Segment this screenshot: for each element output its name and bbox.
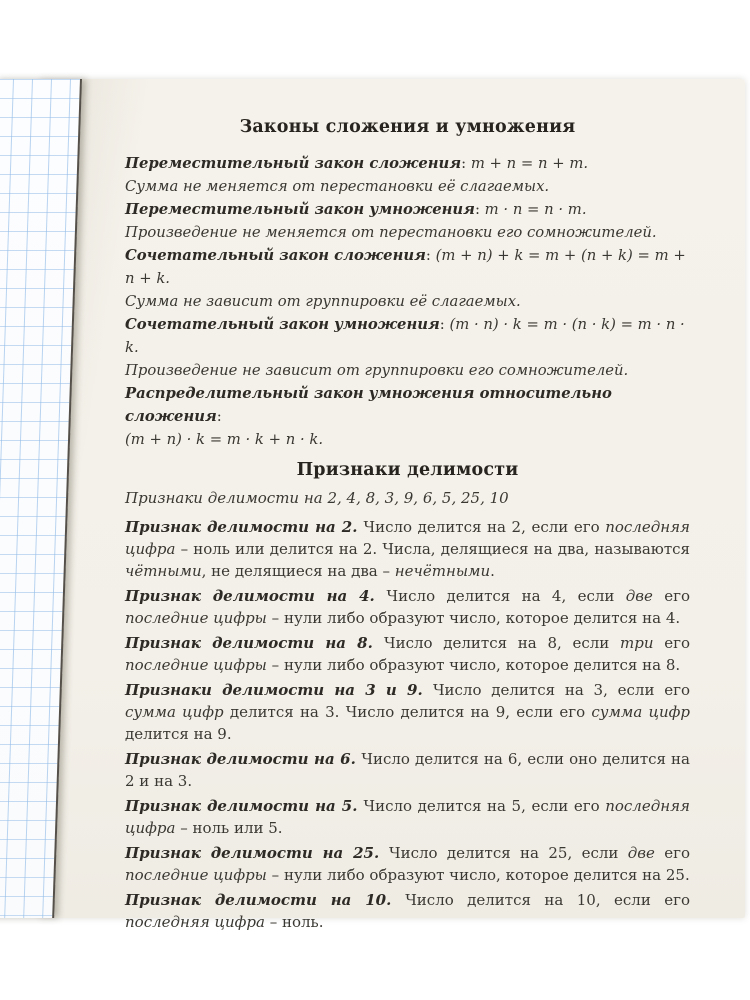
law-separator: : (439, 316, 450, 333)
photo-backdrop (0, 79, 750, 931)
text-segment: три (620, 634, 654, 652)
law-separator: : (216, 408, 222, 425)
text-segment: – нули либо образуют число, которое делится на 4. (266, 609, 681, 627)
text-segment: две (627, 844, 655, 862)
divisibility-section-title: Признаки делимости (296, 460, 519, 480)
text-segment: Число делится на 8, если (384, 634, 621, 652)
rule-divisibility-3-9 (125, 679, 690, 745)
text-segment: последние цифры (125, 866, 267, 884)
law-commutative-multiplication (125, 198, 690, 244)
law-separator: : (474, 201, 485, 218)
rule-divisibility-25 (125, 842, 690, 886)
text-segment: чётными (125, 562, 202, 580)
rule-divisibility-4 (125, 585, 690, 629)
text-segment: Признак делимости на 5. (125, 797, 364, 815)
text-segment: последняя цифра (125, 797, 690, 837)
text-segment: Число делится на 3, если его (432, 681, 690, 699)
text-segment: Число делится на 4, если (386, 587, 626, 605)
text-segment: две (625, 587, 653, 605)
law-separator: : (425, 247, 436, 264)
law-note: Произведение не меняется от перестановки его сомножителей. (125, 224, 657, 241)
book-page (40, 79, 745, 931)
text-segment: Признаки делимости на 3 и 9. (125, 681, 433, 699)
text-segment: Признак делимости на 4. (125, 587, 387, 605)
rule-divisibility-10 (125, 889, 690, 933)
law-name: Переместительный закон сложения (125, 155, 462, 172)
text-segment: Признак делимости на 10. (125, 891, 406, 909)
law-distributive (125, 382, 690, 451)
law-statement (125, 152, 690, 175)
text-segment: – ноль. (264, 913, 324, 931)
law-name: Сочетательный закон сложения (125, 247, 426, 264)
law-associative-multiplication (125, 313, 690, 382)
text-segment: его (654, 844, 690, 862)
text-segment: – ноль или 5. (175, 819, 283, 837)
rule-divisibility-8 (125, 632, 690, 676)
law-formula: (m + n) + k = m + (n + k) = m + n + k. (125, 247, 686, 287)
text-segment: последние цифры (125, 656, 267, 674)
text-segment: Признак делимости на 8. (125, 634, 384, 652)
law-associative-addition (125, 244, 690, 313)
text-segment: делится на 3. Число делится на 9, если его (223, 703, 592, 721)
law-statement (125, 313, 690, 359)
text-segment: нечётными (394, 562, 491, 580)
text-segment: – ноль или делится на 2. Числа, делящиеся на два, называются (175, 540, 690, 558)
law-formula: (m · n) · k = m · (n · k) = m · n · k. (125, 316, 685, 356)
text-segment: Признак делимости на 25. (125, 844, 389, 862)
text-segment: . (490, 562, 495, 580)
text-segment: его (653, 634, 691, 652)
text-segment: его (652, 587, 690, 605)
law-separator: : (461, 155, 471, 172)
law-statement (125, 244, 690, 290)
law-note: Сумма не меняется от перестановки её слагаемых. (125, 178, 550, 195)
text-segment: , не делящиеся на два – (201, 562, 395, 580)
text-segment: Число делится на 25, если (388, 844, 628, 862)
law-name: Сочетательный закон умножения (125, 316, 440, 333)
rule-divisibility-5 (125, 795, 690, 839)
text-segment: – нули либо образуют число, которое делится на 25. (266, 866, 690, 884)
law-statement (125, 382, 690, 428)
text-segment: сумма цифр (125, 703, 224, 721)
law-statement (125, 198, 690, 221)
laws-section-title: Законы сложения и умножения (239, 117, 576, 137)
text-segment: сумма цифр (591, 703, 690, 721)
text-segment: Число делится на 5, если его (363, 797, 606, 815)
law-note: Произведение не зависит от группировки его сомножителей. (125, 362, 629, 379)
page-content (40, 79, 745, 931)
text-segment: последняя цифра (125, 518, 690, 558)
law-commutative-addition (125, 152, 690, 198)
law-name: Переместительный закон умножения (125, 201, 475, 218)
text-segment: Число делится на 10, если его (405, 891, 690, 909)
law-formula: m · n = n · m. (484, 201, 587, 218)
law-formula: m + n = n + m. (470, 155, 589, 172)
rule-divisibility-6 (125, 748, 690, 792)
text-segment: Признак делимости на 2. (125, 518, 364, 536)
text-segment: последние цифры (125, 609, 267, 627)
text-segment: Число делится на 6, если оно делится на 2 и на 3. (125, 750, 690, 790)
text-segment: Число делится на 2, если его (363, 518, 606, 536)
text-segment: делится на 9. (125, 725, 232, 743)
divisibility-intro: Признаки делимости на 2, 4, 8, 3, 9, 6, 5, 25, 10 (125, 489, 509, 507)
law-formula: (m + n) · k = m · k + n · k. (125, 431, 324, 448)
rule-divisibility-2 (125, 516, 690, 582)
text-segment: последняя цифра (125, 913, 265, 931)
text-segment: Признак делимости на 6. (125, 750, 362, 768)
law-note: Сумма не зависит от группировки её слагаемых. (125, 293, 521, 310)
text-segment: – нули либо образуют число, которое делится на 8. (266, 656, 681, 674)
law-name: Распределительный закон умножения относительно сложения (125, 385, 612, 425)
